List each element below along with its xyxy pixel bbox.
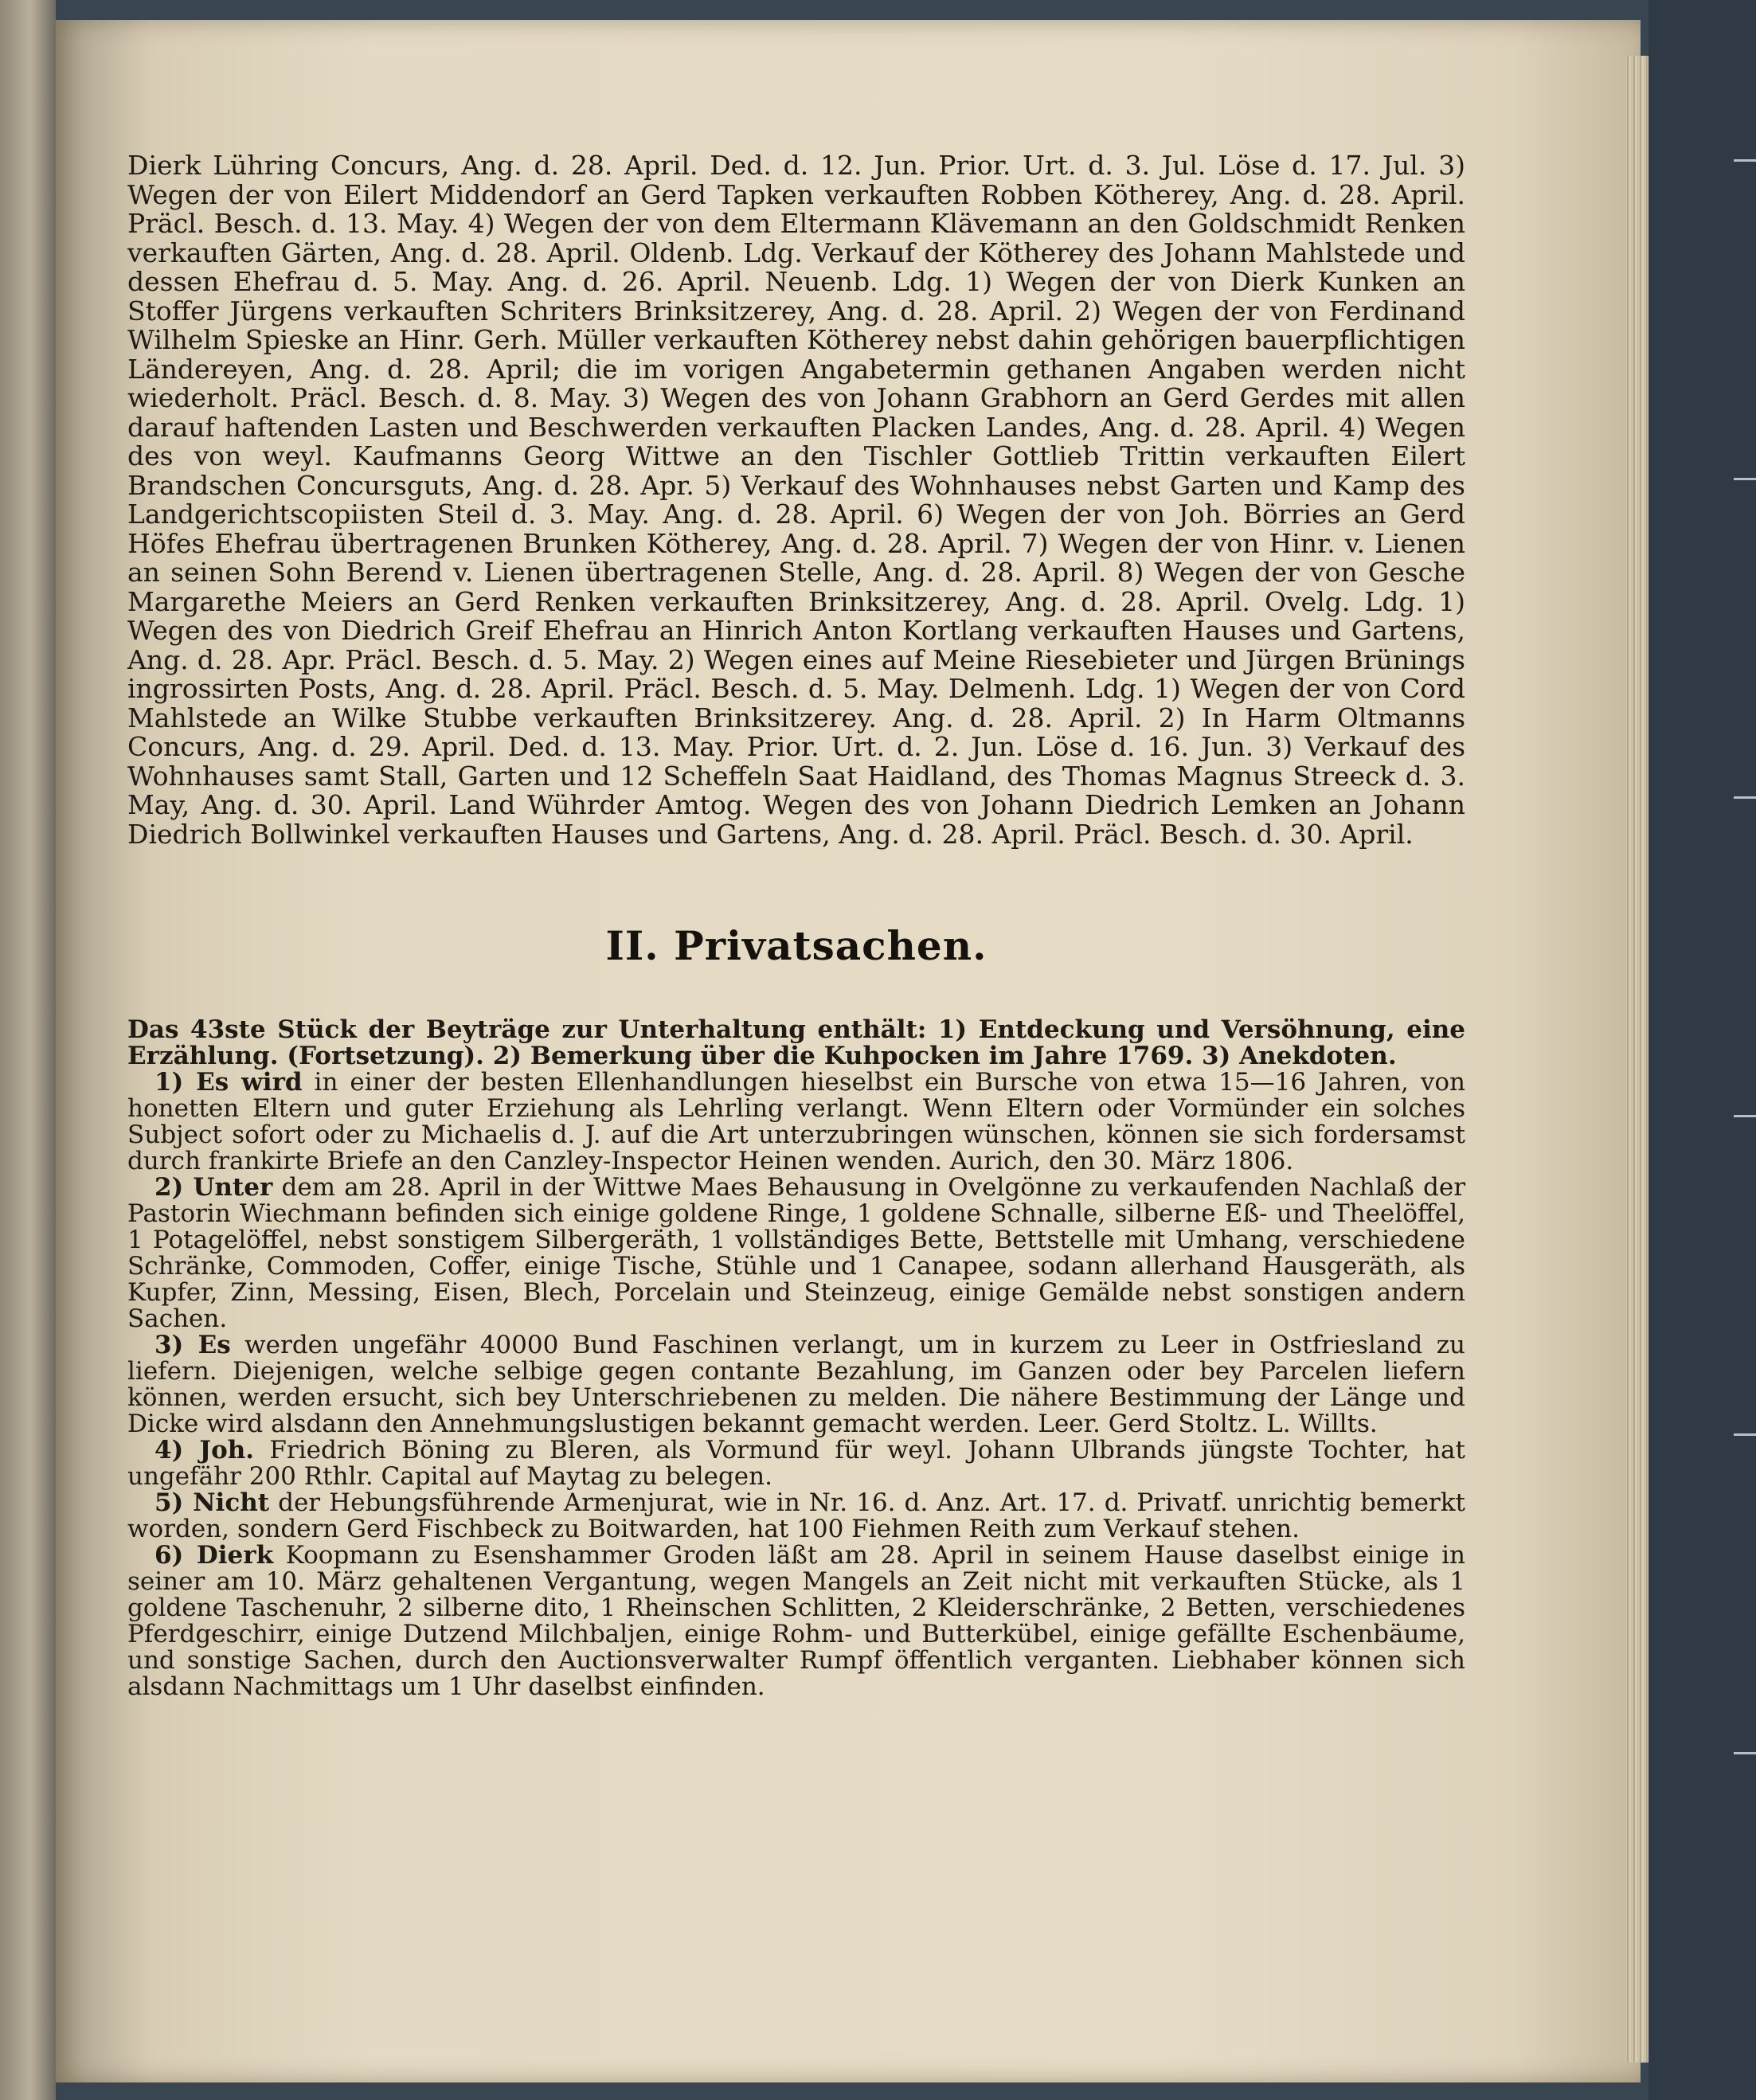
- item-number: 3) Es: [154, 1331, 231, 1359]
- item-number: 1) Es wird: [154, 1068, 303, 1097]
- item-text: dem am 28. April in der Wittwe Maes Behausung in Ovelgönne zu verkaufenden Nachlaß der Pastorin Wiechmann befinden sich einige goldene Ringe, 1 goldene Schnalle, silberne Eß- und Theelöffel, 1 Potagelöffel, nebst sonstigem Silbergeräth, 1 vollständiges Bette, Bettstelle mit Umhang, verschiedene Schränke, Commoden, Coffer, einige Tische, Stühle und 1 Canapee, sodann allerhand Hausgeräth, als Kupfer, Zinn, Messing, Eisen, Blech, Porcelain und Steinzeug, einige Gemälde nebst sonstigen andern Sachen.: [127, 1173, 1466, 1333]
- item-number: 4) Joh.: [154, 1436, 255, 1465]
- ruler-tick: [1734, 1433, 1756, 1436]
- private-notice-item: [127, 1490, 1465, 1543]
- ruler-tick: [1734, 1752, 1756, 1754]
- item-text: in einer der besten Ellenhandlungen hieselbst ein Bursche von etwa 15—16 Jahren, von honetten Eltern und guter Erziehung als Lehrling verlangt. Wenn Eltern oder Vormünder ein solches Subject sofort oder zu Michaelis d. J. auf die Art unterzubringen wünschen, können sie sich fordersamst durch frankirte Briefe an den Canzley-Inspector Heinen wenden. Aurich, den 30. März 1806.: [127, 1068, 1465, 1175]
- item-text: der Hebungsführende Armenjurat, wie in Nr. 16. d. Anz. Art. 17. d. Privatf. unrichtig bemerkt worden, sondern Gerd Fischbeck zu Boitwarden, hat 100 Fiehmen Reith zum Verkauf stehen.: [127, 1488, 1465, 1543]
- ruler-tick: [1734, 478, 1756, 480]
- intro-notice: Das 43ste Stück der Beyträge zur Unterhaltung enthält: 1) Entdeckung und Versöhnung, eine Erzählung. (Fortsetzung). 2) Bemerkung über die Kuhpocken im Jahre 1769. 3) Anekdoten.: [127, 1015, 1465, 1070]
- ruler-tick: [1734, 159, 1756, 162]
- page-stack-edge: [1625, 56, 1648, 2063]
- public-notices-paragraph: Dierk Lühring Concurs, Ang. d. 28. April. Ded. d. 12. Jun. Prior. Urt. d. 3. Jul. Löse d. 17. Jul. 3) Wegen der von Eilert Middendorf an Gerd Tapken verkauften Robben Kötherey, Ang. d. 28. April. Präcl. Besch. d. 13. May. 4) Wegen der von dem Eltermann Klävemann an den Goldschmidt Renken verkauften Gärten, Ang. d. 28. April. Oldenb. Ldg. Verkauf der Kötherey des Johann Mahlstede und dessen Ehefrau d. 5. May. Ang. d. 26. April. Neuenb. Ldg. 1) Wegen der von Dierk Kunken an Stoffer Jürgens verkauften Schriters Brinksitzerey, Ang. d. 28. April. 2) Wegen der von Ferdinand Wilhelm Spieske an Hinr. Gerh. Müller verkauften Kötherey nebst dahin gehörigen bauerpflichtigen Ländereyen, Ang. d. 28. April; die im vorigen Angabetermin gethanen Angaben werden nicht wiederholt. Präcl. Besch. d. 8. May. 3) Wegen des von Johann Grabhorn an Gerd Gerdes mit allen darauf haftenden Lasten und Beschwerden verkauften Placken Landes, Ang. d. 28. April. 4) Wegen des von weyl. Kaufmanns Georg Wittwe an den Tischler Gottlieb Trittin verkauften Eilert Brandschen Concursguts, Ang. d. 28. Apr. 5) Verkauf des Wohnhauses nebst Garten und Kamp des Landgerichtscopiisten Steil d. 3. May. Ang. d. 28. April. 6) Wegen der von Joh. Börries an Gerd Höfes Ehefrau übertragenen Brunken Kötherey, Ang. d. 28. April. 7) Wegen der von Hinr. v. Lienen an seinen Sohn Berend v. Lienen übertragenen Stelle, Ang. d. 28. April. 8) Wegen der von Gesche Margarethe Meiers an Gerd Renken verkauften Brinksitzerey, Ang. d. 28. April. Ovelg. Ldg. 1) Wegen des von Diedrich Greif Ehefrau an Hinrich Anton Kortlang verkauften Hauses und Gartens, Ang. d. 28. Apr. Präcl. Besch. d. 5. May. 2) Wegen eines auf Meine Riesebieter und Jürgen Brünings ingrossirten Posts, Ang. d. 28. April. Präcl. Besch. d. 5. May. Delmenh. Ldg. 1) Wegen der von Cord Mahlstede an Wilke Stubbe verkauften Brinksitzerey. Ang. d. 28. April. 2) In Harm Oltmanns Concurs, Ang. d. 29. April. Ded. d. 13. May. Prior. Urt. d. 2. Jun. Löse d. 16. Jun. 3) Verkauf des Wohnhauses samt Stall, Garten und 12 Scheffeln Saat Haidland, des Thomas Magnus Streeck d. 3. May, Ang. d. 30. April. Land Wührder Amtog. Wegen des von Johann Diedrich Lemken an Johann Diedrich Bollwinkel verkauften Hauses und Gartens, Ang. d. 28. April. Präcl. Besch. d. 30. April.: [127, 150, 1465, 850]
- item-number: 2) Unter: [154, 1173, 273, 1202]
- scanner-ruler: [1648, 0, 1756, 2100]
- item-number: 5) Nicht: [154, 1488, 270, 1517]
- page-text: [127, 151, 1465, 1700]
- ruler-tick: [1734, 1115, 1756, 1117]
- item-text: Friedrich Böning zu Bleren, als Vormund für weyl. Johann Ulbrands jüngste Tochter, hat ungefähr 200 Rthlr. Capital auf Maytag zu belegen.: [127, 1436, 1465, 1491]
- private-notice-item: [127, 1332, 1465, 1437]
- private-notice-item: [127, 1437, 1465, 1490]
- item-number: 6) Dierk: [154, 1541, 274, 1570]
- item-text: Koopmann zu Esenshammer Groden läßt am 28. April in seinem Hause daselbst einige in seiner am 10. März gehaltenen Vergantung, wegen Mangels an Zeit nicht mit verkauften Stücke, als 1 goldene Taschenuhr, 2 silberne dito, 1 Rheinschen Schlitten, 2 Kleiderschränke, 2 Betten, verschiedenes Pferdgeschirr, einige Dutzend Milchbaljen, einige Rohm- und Butterkübel, einige gefällte Eschenbäume, und sonstige Sachen, durch den Auctionsverwalter Rumpf öffentlich verganten. Liebhaber können sich alsdann Nachmittags um 1 Uhr daselbst einfinden.: [127, 1541, 1466, 1701]
- ruler-tick: [1734, 796, 1756, 799]
- private-notice-item: [127, 1543, 1465, 1700]
- item-text: werden ungefähr 40000 Bund Faschinen verlangt, um in kurzem zu Leer in Ostfriesland zu liefern. Diejenigen, welche selbige gegen contante Bezahlung, im Ganzen oder bey Parcelen liefern können, werden ersucht, sich bey Unterschriebenen zu melden. Die nähere Bestimmung der Länge und Dicke wird alsdann den Annehmungslustigen bekannt gemacht werden. Leer. Gerd Stoltz. L. Willts.: [127, 1331, 1465, 1438]
- private-notice-item: [127, 1175, 1465, 1332]
- section-heading: II. Privatsachen.: [605, 922, 988, 969]
- facing-page-edge: [0, 0, 56, 2100]
- private-notice-item: [127, 1070, 1465, 1175]
